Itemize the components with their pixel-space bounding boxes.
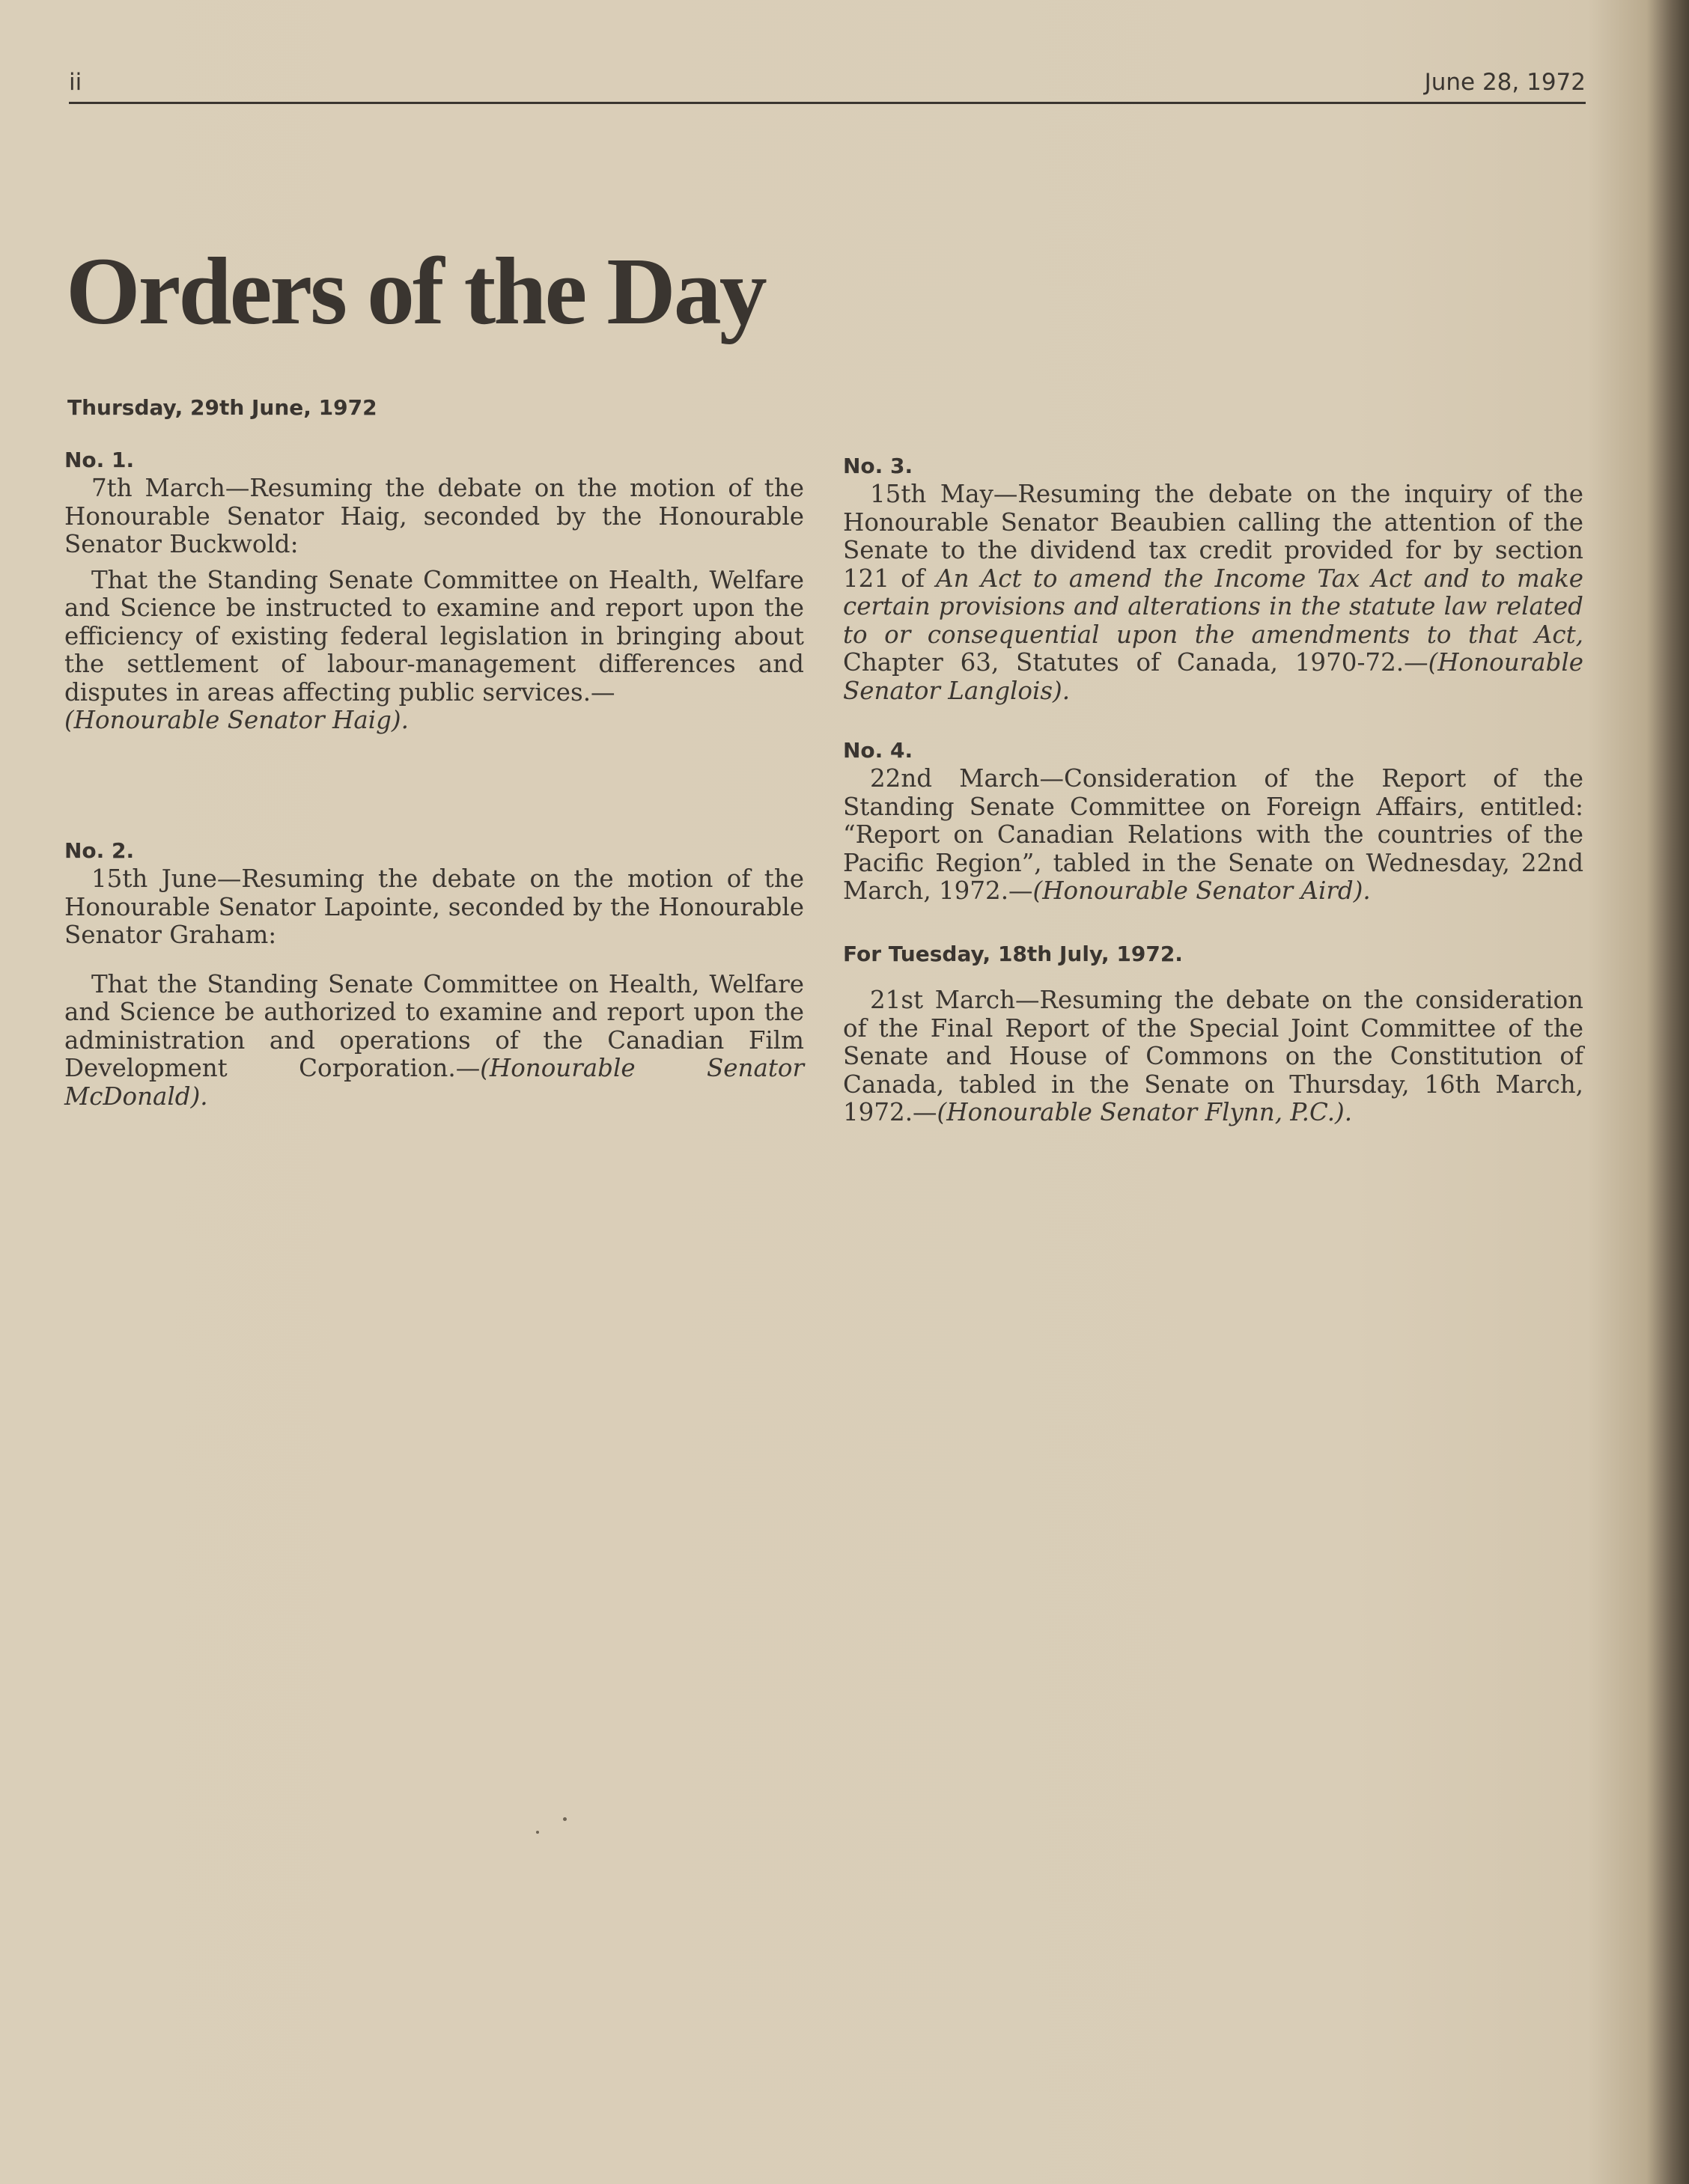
motion-attribution: (Honourable Senator McDonald). [64, 1054, 804, 1111]
item-number: No. 2. [64, 838, 135, 863]
paper-speck [563, 1817, 567, 1821]
item-text: 22nd March—Consideration of the Report of the Standing Senate Committee on Foreign Affairs, entitled: “Report on Canadian Relations with the countries of the Pacific Region”, tabled in the Senate on Wednesday, 22nd March, 1972.—(Honourable Senator Aird). [843, 764, 1583, 905]
deferred-text: 21st March—Resuming the debate on the consideration of the Final Report of the Special Joint Committee of the Senate and House of Commons on the Constitution of Canada, tabled in the Senate on Thursday, 16th March, 1972.—(Honourable Senator Flynn, P.C.). [843, 986, 1583, 1126]
deferred-heading: For Tuesday, 18th July, 1972. [843, 942, 1183, 966]
order-item-3 [843, 452, 1583, 705]
deferred-attribution: (Honourable Senator Flynn, P.C.). [937, 1098, 1353, 1126]
sitting-date: Thursday, 29th June, 1972 [67, 395, 377, 420]
order-item-2 [64, 837, 804, 1111]
order-item-1 [64, 446, 804, 735]
motion-text: That the Standing Senate Committee on Health, Welfare and Science be instructed to examine and report upon the efficiency of existing federal legislation in bringing about the settlement of labour-management differences and disputes in areas affecting public services.— (Honourable Senator Haig). [64, 565, 804, 734]
item-number: No. 4. [843, 738, 913, 763]
item-text: 15th May—Resuming the debate on the inquiry of the Honourable Senator Beaubien calling the attention of the Senate to the dividend tax credit provided for by section 121 of An Act to amend the Income Tax Act and to make certain provisions and alterations in the statute law related to or consequential upon the amendments to that Act, Chapter 63, Statutes of Canada, 1970-72.—(Honourable Senator Langlois). [843, 480, 1584, 705]
item-attribution: (Honourable Senator Langlois). [843, 648, 1583, 705]
item-number: No. 3. [843, 454, 913, 478]
item-number: No. 1. [64, 448, 135, 472]
item-attribution: (Honourable Senator Aird). [1032, 876, 1371, 905]
header-date: June 28, 1972 [1424, 69, 1586, 96]
running-head [69, 69, 1586, 104]
item-intro: 15th June—Resuming the debate on the motion of the Honourable Senator Lapointe, seconded by the Honourable Senator Graham: [64, 864, 804, 949]
act-title: An Act to amend the Income Tax Act and to make certain provisions and alterations in the statute law related to or consequential upon the amendments to that Act, [843, 564, 1584, 649]
order-item-4 [843, 736, 1583, 906]
deferred-order [843, 940, 1583, 1127]
paper-speck [536, 1831, 539, 1834]
page-number: ii [69, 69, 82, 96]
item-intro: 7th March—Resuming the debate on the motion of the Honourable Senator Haig, seconded by the Honourable Senator Buckwold: [64, 474, 804, 558]
motion-attribution: (Honourable Senator Haig). [64, 706, 409, 734]
page-title: Orders of the Day [66, 238, 765, 344]
motion-text: That the Standing Senate Committee on Health, Welfare and Science be authorized to examine and report upon the administration and operations of the Canadian Film Development Corporation.—(Honourable Senator McDonald). [64, 969, 804, 1111]
